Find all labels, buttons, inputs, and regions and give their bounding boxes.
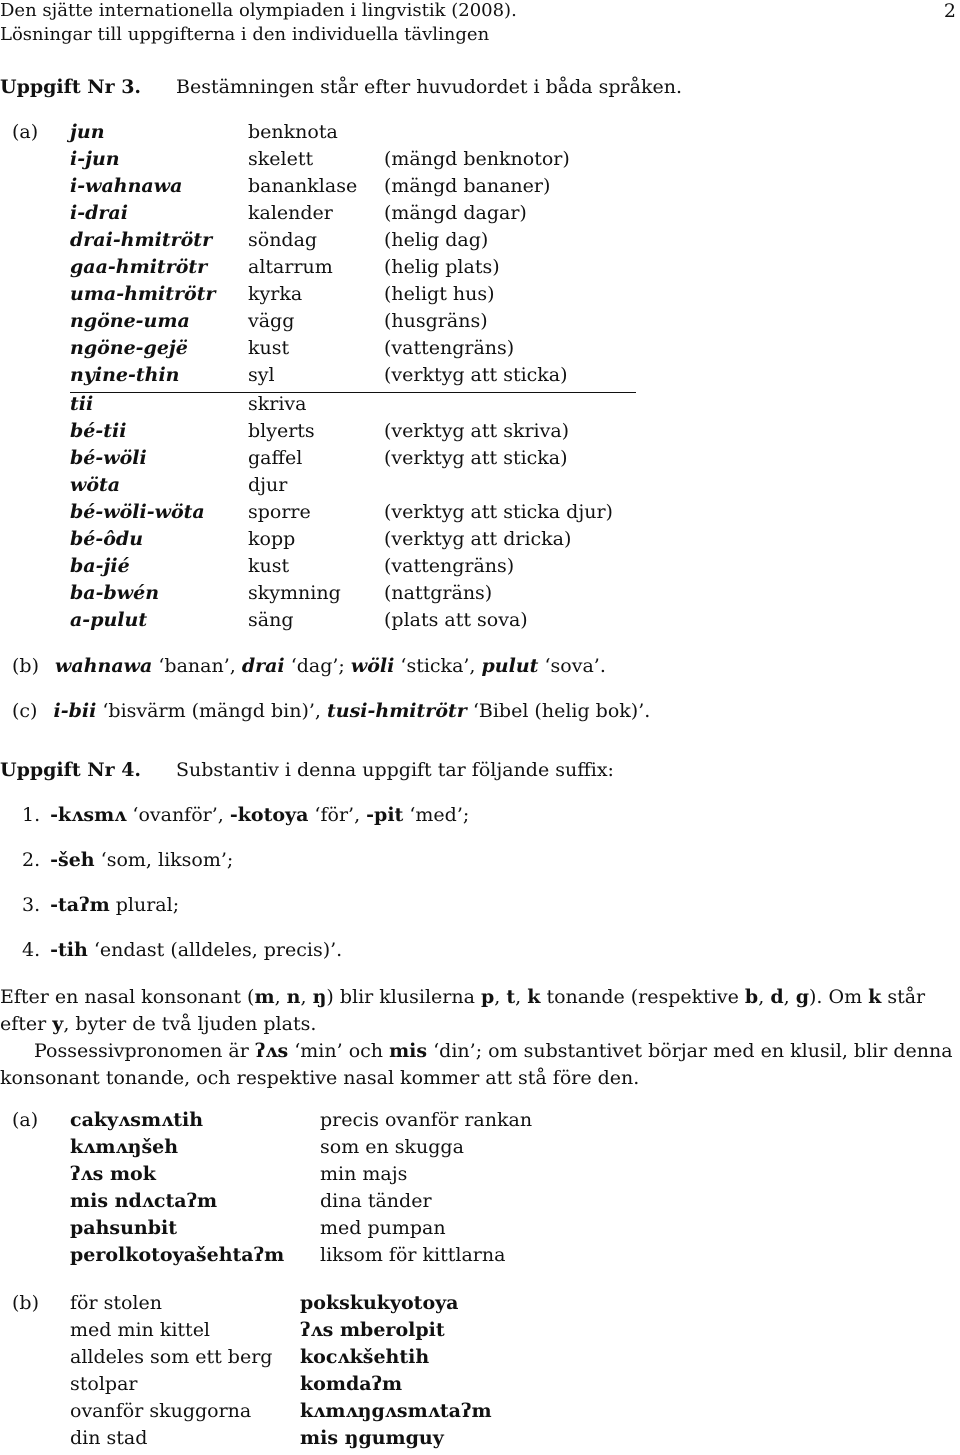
sym-y: y bbox=[52, 1013, 64, 1035]
gloss: vägg bbox=[248, 310, 295, 332]
sym-b: b bbox=[744, 986, 759, 1008]
text: Efter en nasal konsonant ( bbox=[0, 986, 255, 1008]
task3-c-line bbox=[12, 700, 650, 722]
gloss: söndag bbox=[248, 229, 318, 251]
word: uma-hmitrötr bbox=[70, 283, 216, 305]
word: i-jun bbox=[70, 148, 120, 170]
word: cakyʌsmʌtih bbox=[70, 1109, 204, 1131]
word: perolkotoyašehtaʔm bbox=[70, 1244, 285, 1266]
suffix: -tih bbox=[50, 939, 88, 961]
list-item bbox=[22, 894, 179, 916]
word: a-pulut bbox=[70, 609, 148, 631]
word: ngöne-gejë bbox=[70, 337, 188, 359]
sep: , bbox=[300, 986, 313, 1008]
c-gloss-2: ‘Bibel (helig bok)’. bbox=[472, 700, 651, 722]
table-row bbox=[0, 1400, 700, 1426]
text: ‘din’; om substantivet börjar med en klusil, blir denna konsonant tonande, och respektive nasal kommer att stå före den. bbox=[0, 1040, 953, 1089]
gloss: dina tänder bbox=[320, 1190, 432, 1212]
list-item bbox=[22, 804, 469, 826]
gloss: min majs bbox=[320, 1163, 408, 1185]
task4-title: Uppgift Nr 4. bbox=[0, 759, 142, 781]
running-header-line-2: Lösningar till uppgifterna i den individuella tävlingen bbox=[0, 24, 490, 45]
list-item bbox=[22, 849, 233, 871]
gloss: som en skugga bbox=[320, 1136, 464, 1158]
word: mis ndʌctaʔm bbox=[70, 1190, 218, 1212]
item-number: 1. bbox=[22, 804, 41, 826]
gloss: precis ovanför rankan bbox=[320, 1109, 533, 1131]
sym-ng: ŋ bbox=[312, 986, 327, 1008]
note: (verktyg att skriva) bbox=[384, 420, 570, 442]
table-row bbox=[0, 1292, 700, 1318]
sym-g: g bbox=[795, 986, 809, 1008]
table-row bbox=[0, 310, 700, 336]
sep: , bbox=[515, 986, 528, 1008]
task4-b-label: (b) bbox=[12, 1292, 39, 1314]
word: kocʌkšehtih bbox=[300, 1346, 430, 1368]
table-row bbox=[0, 1190, 700, 1216]
table-row bbox=[0, 555, 700, 581]
table-row bbox=[0, 1109, 700, 1135]
word: gaa-hmitrötr bbox=[70, 256, 208, 278]
task4-intro: Substantiv i denna uppgift tar följande suffix: bbox=[176, 759, 614, 781]
sym-t: t bbox=[506, 986, 516, 1008]
gloss: kyrka bbox=[248, 283, 303, 305]
b-word-2: drai bbox=[241, 655, 285, 677]
table-row bbox=[0, 582, 700, 608]
table-row bbox=[0, 1244, 700, 1270]
note: (husgräns) bbox=[384, 310, 488, 332]
word: jun bbox=[70, 121, 105, 143]
word: ʔʌs mberolpit bbox=[300, 1319, 445, 1341]
task3-a-label: (a) bbox=[12, 121, 39, 143]
suffix: -kʌsmʌ bbox=[50, 804, 127, 826]
word: ngöne-uma bbox=[70, 310, 190, 332]
gloss: ovanför skuggorna bbox=[70, 1400, 252, 1422]
word: pokskukyotoya bbox=[300, 1292, 459, 1314]
note: (mängd dagar) bbox=[384, 202, 527, 224]
table-row bbox=[0, 1217, 700, 1243]
suffix-meaning: ‘med’; bbox=[403, 804, 470, 826]
note: (vattengräns) bbox=[384, 555, 515, 577]
table-row bbox=[0, 393, 700, 419]
pron-your: mis bbox=[389, 1040, 428, 1062]
table-row bbox=[0, 148, 700, 174]
note: (verktyg att dricka) bbox=[384, 528, 572, 550]
gloss: säng bbox=[248, 609, 294, 631]
suffix: -taʔm bbox=[50, 894, 110, 916]
word: mis ŋgumguy bbox=[300, 1427, 444, 1449]
word: ba-bwén bbox=[70, 582, 160, 604]
word: bé-wöli bbox=[70, 447, 147, 469]
b-word-4: pulut bbox=[481, 655, 539, 677]
gloss: din stad bbox=[70, 1427, 148, 1449]
note: (vattengräns) bbox=[384, 337, 515, 359]
table-row bbox=[0, 1373, 700, 1399]
sym-d: d bbox=[770, 986, 784, 1008]
task3-intro: Bestämningen står efter huvudordet i båda språken. bbox=[176, 76, 682, 98]
table-row bbox=[0, 283, 700, 309]
text: Possessivpronomen är bbox=[34, 1040, 255, 1062]
word: kʌmʌŋgʌsmʌtaʔm bbox=[300, 1400, 492, 1422]
suffix-meaning: ‘som, liksom’; bbox=[94, 849, 234, 871]
sym-n: n bbox=[286, 986, 301, 1008]
possessive-paragraph bbox=[0, 1038, 958, 1092]
word: ʔʌs mok bbox=[70, 1163, 156, 1185]
table-row bbox=[0, 1319, 700, 1345]
task3-b-label: (b) bbox=[12, 655, 39, 677]
sep: , bbox=[494, 986, 507, 1008]
gloss: liksom för kittlarna bbox=[320, 1244, 506, 1266]
gloss: benknota bbox=[248, 121, 338, 143]
list-item bbox=[22, 939, 342, 961]
word: bé-tii bbox=[70, 420, 127, 442]
table-row bbox=[0, 447, 700, 473]
suffix-meaning: ‘ovanför’, bbox=[126, 804, 230, 826]
note: (helig dag) bbox=[384, 229, 489, 251]
task3-c-label: (c) bbox=[12, 700, 38, 722]
note: (verktyg att sticka) bbox=[384, 364, 568, 386]
sym-k: k bbox=[868, 986, 882, 1008]
sep: , bbox=[758, 986, 771, 1008]
b-gloss-1: ‘banan’, bbox=[158, 655, 242, 677]
word: ba-jié bbox=[70, 555, 130, 577]
note: (plats att sova) bbox=[384, 609, 528, 631]
gloss: skymning bbox=[248, 582, 341, 604]
table-row bbox=[0, 364, 700, 390]
c-word-1: i-bii bbox=[53, 700, 97, 722]
text: tonande (respektive bbox=[540, 986, 745, 1008]
suffix-meaning: ‘för’, bbox=[308, 804, 367, 826]
gloss: kalender bbox=[248, 202, 333, 224]
gloss: bananklase bbox=[248, 175, 358, 197]
table-row bbox=[0, 121, 700, 147]
table-row bbox=[0, 337, 700, 363]
b-word-3: wöli bbox=[350, 655, 395, 677]
note: (nattgräns) bbox=[384, 582, 493, 604]
gloss: skriva bbox=[248, 393, 307, 415]
table-row bbox=[0, 1427, 700, 1453]
text: ‘min’ och bbox=[288, 1040, 390, 1062]
c-word-2: tusi-hmitrötr bbox=[327, 700, 467, 722]
task3-b-line bbox=[12, 655, 606, 677]
item-number: 3. bbox=[22, 894, 41, 916]
table-row bbox=[0, 420, 700, 446]
suffix: -šeh bbox=[50, 849, 95, 871]
word: pahsunbit bbox=[70, 1217, 178, 1239]
sym-k: k bbox=[527, 986, 541, 1008]
c-gloss-1: ‘bisvärm (mängd bin)’, bbox=[102, 700, 327, 722]
table-row bbox=[0, 528, 700, 554]
item-number: 2. bbox=[22, 849, 41, 871]
word: drai-hmitrötr bbox=[70, 229, 213, 251]
word: i-drai bbox=[70, 202, 128, 224]
note: (mängd bananer) bbox=[384, 175, 551, 197]
page-number: 2 bbox=[943, 0, 956, 22]
b-word-1: wahnawa bbox=[55, 655, 153, 677]
gloss: kopp bbox=[248, 528, 296, 550]
table-row bbox=[0, 256, 700, 282]
text: ). Om bbox=[809, 986, 869, 1008]
note: (helig plats) bbox=[384, 256, 500, 278]
suffix: -pit bbox=[366, 804, 404, 826]
task4-a-label: (a) bbox=[12, 1109, 39, 1131]
gloss: skelett bbox=[248, 148, 314, 170]
gloss: alldeles som ett berg bbox=[70, 1346, 273, 1368]
table-row bbox=[0, 202, 700, 228]
text: ) blir klusilerna bbox=[326, 986, 481, 1008]
gloss: stolpar bbox=[70, 1373, 138, 1395]
running-header-line-1: Den sjätte internationella olympiaden i lingvistik (2008). bbox=[0, 0, 517, 21]
word: bé-ôdu bbox=[70, 528, 144, 550]
suffix: -kotoya bbox=[229, 804, 309, 826]
b-gloss-2: ‘dag’; bbox=[290, 655, 351, 677]
word: i-wahnawa bbox=[70, 175, 183, 197]
note: (verktyg att sticka djur) bbox=[384, 501, 613, 523]
word: tii bbox=[70, 393, 94, 415]
pron-my: ʔʌs bbox=[254, 1040, 289, 1062]
gloss: sporre bbox=[248, 501, 311, 523]
table-row bbox=[0, 501, 700, 527]
sep: , bbox=[783, 986, 796, 1008]
gloss: djur bbox=[248, 474, 288, 496]
gloss: gaffel bbox=[248, 447, 303, 469]
gloss: syl bbox=[248, 364, 275, 386]
text: , byter de två ljuden plats. bbox=[63, 1013, 317, 1035]
sep: , bbox=[274, 986, 287, 1008]
note: (heligt hus) bbox=[384, 283, 495, 305]
gloss: kust bbox=[248, 555, 290, 577]
item-number: 4. bbox=[22, 939, 41, 961]
table-row bbox=[0, 1136, 700, 1162]
table-row bbox=[0, 1346, 700, 1372]
table-row bbox=[0, 229, 700, 255]
word: wöta bbox=[70, 474, 121, 496]
word: kʌmʌŋšeh bbox=[70, 1136, 179, 1158]
suffix-meaning: ‘endast (alldeles, precis)’. bbox=[87, 939, 343, 961]
sym-p: p bbox=[480, 986, 495, 1008]
gloss: med min kittel bbox=[70, 1319, 211, 1341]
table-row bbox=[0, 609, 700, 635]
gloss: med pumpan bbox=[320, 1217, 446, 1239]
note: (mängd benknotor) bbox=[384, 148, 570, 170]
gloss: för stolen bbox=[70, 1292, 162, 1314]
table-row bbox=[0, 1163, 700, 1189]
table-row bbox=[0, 474, 700, 500]
word: komdaʔm bbox=[300, 1373, 403, 1395]
word: nyine-thin bbox=[70, 364, 180, 386]
sym-m: m bbox=[254, 986, 275, 1008]
text: står efter bbox=[0, 986, 926, 1035]
task3-title: Uppgift Nr 3. bbox=[0, 76, 142, 98]
b-gloss-4: ‘sova’. bbox=[544, 655, 606, 677]
table-row bbox=[0, 175, 700, 201]
b-gloss-3: ‘sticka’, bbox=[400, 655, 482, 677]
rule-paragraph bbox=[0, 984, 958, 1038]
word: bé-wöli-wöta bbox=[70, 501, 205, 523]
gloss: kust bbox=[248, 337, 290, 359]
note: (verktyg att sticka) bbox=[384, 447, 568, 469]
gloss: blyerts bbox=[248, 420, 315, 442]
gloss: altarrum bbox=[248, 256, 333, 278]
suffix-meaning: plural; bbox=[109, 894, 180, 916]
